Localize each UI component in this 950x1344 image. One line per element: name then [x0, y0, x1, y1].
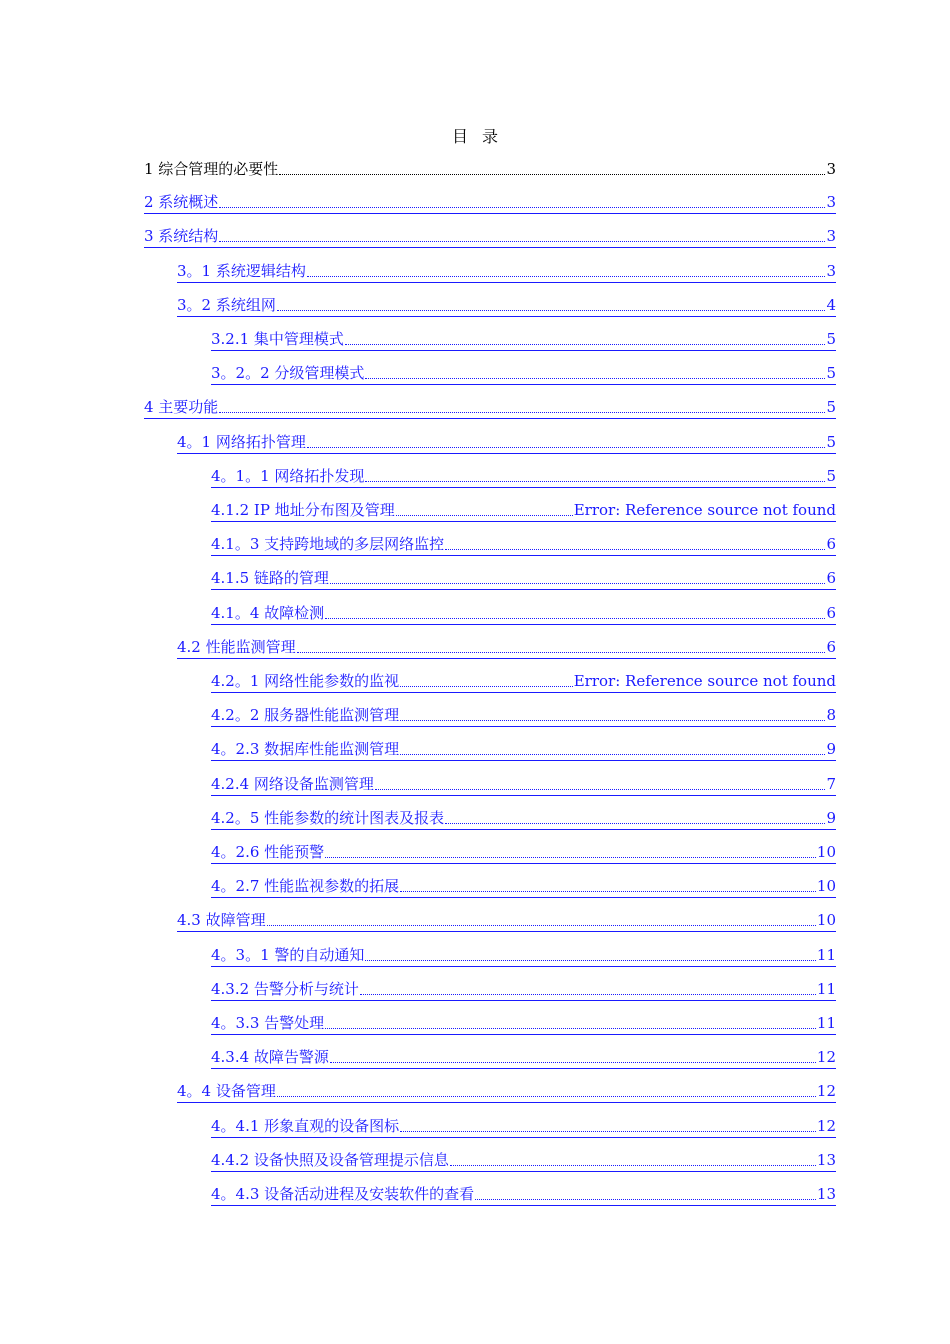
toc-entry-label: 1 综合管理的必要性: [144, 160, 279, 178]
toc-entry-label: 3。2。2 分级管理模式: [211, 364, 365, 383]
toc-entry[interactable]: [177, 432, 836, 454]
toc-entry[interactable]: [211, 603, 836, 625]
dot-leader: [396, 515, 573, 516]
toc-entry[interactable]: [211, 876, 836, 898]
toc-entry-page-number: 3: [826, 193, 836, 212]
dot-leader: [219, 412, 825, 413]
toc-entry-label: 4.4.2 设备快照及设备管理提示信息: [211, 1150, 449, 1169]
toc-entry[interactable]: [211, 1184, 836, 1206]
toc-entry-label: 4。1。1 网络拓扑发现: [211, 466, 365, 485]
toc-entry-label: 4.1。3 支持跨地域的多层网络监控: [211, 535, 445, 554]
toc-entry-page-number: 13: [816, 1150, 836, 1169]
dot-leader: [330, 1062, 816, 1063]
toc-entry[interactable]: [211, 568, 836, 590]
toc-entry[interactable]: [211, 671, 836, 693]
toc-entry[interactable]: [211, 808, 836, 830]
dot-leader: [400, 1131, 816, 1132]
toc-entry[interactable]: [144, 397, 836, 419]
toc-entry-page-number: 8: [826, 706, 836, 725]
toc-entry-label: 4。2.6 性能预警: [211, 843, 325, 861]
toc-entry[interactable]: [211, 1150, 836, 1172]
toc-entry-label: 4.3 故障管理: [177, 911, 266, 930]
toc-entry[interactable]: [177, 637, 836, 659]
dot-leader: [307, 276, 826, 277]
toc-entry-label: 4.3.2 告警分析与统计: [211, 979, 359, 998]
dot-leader: [445, 823, 825, 824]
toc-entry[interactable]: [211, 842, 836, 864]
toc-entry[interactable]: [211, 1047, 836, 1069]
dot-leader: [330, 583, 826, 584]
toc-entry[interactable]: [211, 739, 836, 761]
toc-entry[interactable]: [144, 158, 836, 180]
toc-entry-label: 4。4.3 设备活动进程及安装软件的查看: [211, 1185, 475, 1203]
toc-entry-label: 4。4.1 形象直观的设备图标: [211, 1116, 400, 1135]
toc-entry-page-number: 6: [826, 535, 836, 554]
toc-entry[interactable]: [177, 295, 836, 317]
dot-leader: [297, 652, 826, 653]
toc-entry[interactable]: [211, 705, 836, 727]
toc-entry-page-number: 13: [816, 1185, 836, 1203]
toc-entry-label: 4。3.3 告警处理: [211, 1014, 325, 1032]
toc-entry-page-number: 6: [826, 603, 836, 622]
dot-leader: [400, 754, 825, 755]
toc-entry[interactable]: [211, 1013, 836, 1035]
toc-entry[interactable]: [177, 1081, 836, 1103]
toc-entry-label: 4.2。5 性能参数的统计图表及报表: [211, 808, 445, 827]
dot-leader: [400, 891, 816, 892]
dot-leader: [277, 1096, 816, 1097]
toc-entry-page-number: 11: [816, 945, 836, 964]
toc-entry-label: 4.1.2 IP 地址分布图及管理: [211, 501, 395, 519]
toc-entry-label: 4。2.7 性能监视参数的拓展: [211, 877, 400, 896]
toc-entry-page-number: 3: [826, 227, 836, 246]
toc-title-part1: 目: [451, 127, 468, 146]
toc-entry-label: 3。1 系统逻辑结构: [177, 261, 306, 280]
dot-leader: [400, 720, 825, 721]
toc-entry-page-number: 5: [826, 466, 836, 485]
toc-entry-page-number: 9: [826, 740, 836, 759]
toc-entry[interactable]: [144, 226, 836, 248]
toc-entry-page-number: 10: [816, 911, 836, 930]
toc-entry-page-number: 6: [826, 569, 836, 588]
dot-leader: [267, 925, 816, 926]
toc-entry[interactable]: [211, 774, 836, 796]
toc-entry[interactable]: [211, 329, 836, 351]
toc-entry[interactable]: [211, 979, 836, 1001]
dot-leader: [345, 344, 826, 345]
toc-entry-label: 3.2.1 集中管理模式: [211, 330, 344, 348]
toc-entry-page-number: 3: [826, 160, 836, 178]
toc-entry[interactable]: [211, 466, 836, 488]
dot-leader: [325, 1028, 816, 1029]
toc-entry-page-number: 12: [816, 1048, 836, 1067]
dot-leader: [365, 378, 825, 379]
toc-entry[interactable]: [211, 945, 836, 967]
toc-entry-page-number: 10: [816, 843, 836, 861]
toc-entry-page-number: 5: [826, 330, 836, 348]
toc-entry[interactable]: [177, 910, 836, 932]
dot-leader: [277, 310, 826, 311]
toc-entry-label: 4.2。2 服务器性能监测管理: [211, 706, 400, 725]
toc-entry-page-number: 3: [826, 261, 836, 280]
toc-entry-page-number: 12: [816, 1116, 836, 1135]
toc-entry[interactable]: [144, 192, 836, 214]
toc-entry-label: 4.2。1 网络性能参数的监视: [211, 672, 400, 690]
toc-entry-label: 3 系统结构: [144, 227, 219, 246]
toc-entry-page-number: 9: [826, 808, 836, 827]
dot-leader: [445, 549, 825, 550]
toc-entry-label: 4.1.5 链路的管理: [211, 569, 329, 588]
dot-leader: [360, 994, 816, 995]
toc-entry[interactable]: [211, 1116, 836, 1138]
toc-entry-label: 4。3。1 警的自动通知: [211, 945, 365, 964]
toc-entry[interactable]: [211, 534, 836, 556]
toc-entry-label: 4.2 性能监测管理: [177, 637, 296, 656]
toc-entry-page-number: 5: [826, 364, 836, 383]
toc-entry[interactable]: [177, 261, 836, 283]
toc-entry-page-number: 5: [826, 398, 836, 417]
toc-entry-label: 4.2.4 网络设备监测管理: [211, 774, 374, 793]
toc-entry-label: 2 系统概述: [144, 193, 219, 212]
toc-entry-label: 3。2 系统组网: [177, 295, 276, 314]
toc-entry-label: 4。1 网络拓扑管理: [177, 432, 306, 451]
toc-entry-page-number: 12: [816, 1082, 836, 1101]
dot-leader: [375, 789, 826, 790]
dot-leader: [475, 1199, 816, 1200]
dot-leader: [450, 1165, 816, 1166]
toc-entry-page-number: Error: Reference source not found: [573, 501, 836, 519]
toc-entry-page-number: 11: [816, 1014, 836, 1032]
toc-entry-label: 4.1。4 故障检测: [211, 603, 325, 622]
dot-leader: [365, 960, 816, 961]
toc-entry[interactable]: [211, 500, 836, 522]
toc-entry-page-number: 4: [826, 295, 836, 314]
toc-title-part2: 录: [482, 127, 499, 146]
dot-leader: [219, 241, 825, 242]
toc-entry-label: 4。4 设备管理: [177, 1082, 276, 1101]
dot-leader: [307, 447, 826, 448]
toc-entry[interactable]: [211, 363, 836, 385]
toc-entry-label: 4 主要功能: [144, 398, 219, 417]
toc-entry-page-number: 7: [826, 774, 836, 793]
toc-entry-label: 4。2.3 数据库性能监测管理: [211, 740, 400, 759]
dot-leader: [400, 686, 573, 687]
toc-entry-page-number: 10: [816, 877, 836, 896]
toc-entry-page-number: 5: [826, 432, 836, 451]
dot-leader: [219, 207, 825, 208]
dot-leader: [325, 857, 816, 858]
toc-entry-page-number: Error: Reference source not found: [573, 672, 836, 690]
toc-entry-page-number: 6: [826, 637, 836, 656]
toc-entry-label: 4.3.4 故障告警源: [211, 1048, 329, 1067]
dot-leader: [365, 481, 825, 482]
toc-entry-page-number: 11: [816, 979, 836, 998]
dot-leader: [325, 618, 825, 619]
dot-leader: [279, 174, 825, 175]
